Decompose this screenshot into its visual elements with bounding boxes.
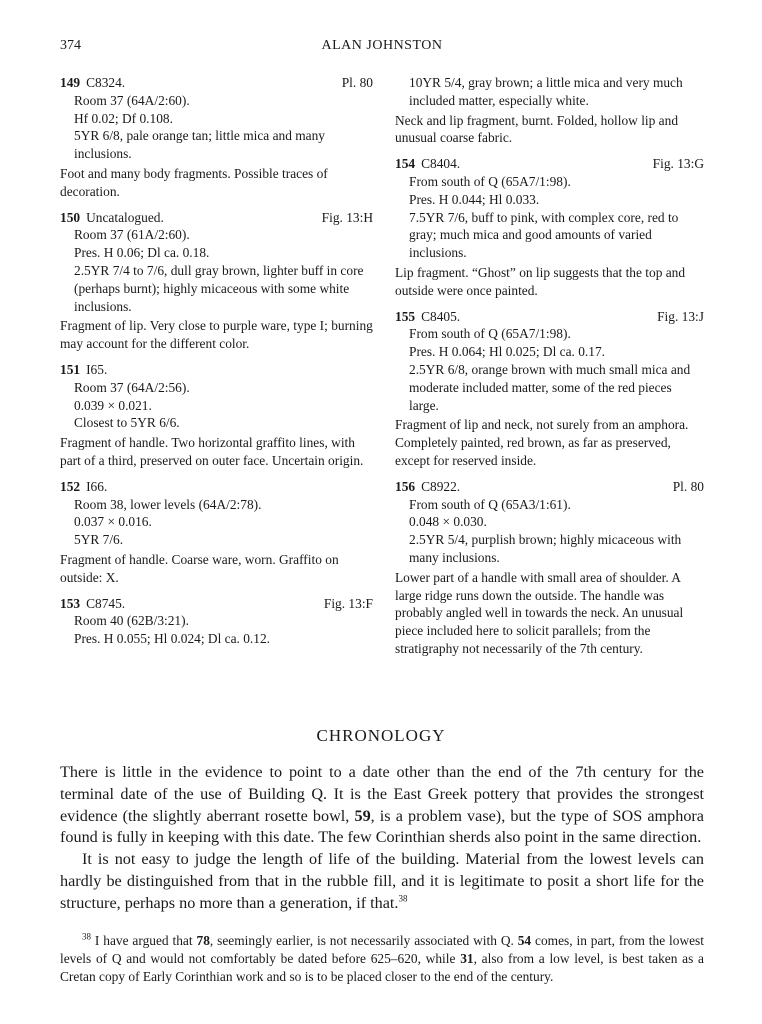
entry-detail: 10YR 5/4, gray brown; a little mica and very much included matter, especially white. — [409, 75, 683, 108]
entry-detail: Room 38, lower levels (64A/2:78). — [74, 496, 262, 512]
text-run: comes, in part, from the lowest levels of Q and would not comfortably be dated before 625–620, while — [60, 933, 704, 966]
catalogue-entry-155 — [395, 308, 704, 470]
body-text — [60, 762, 704, 915]
text-run: I have argued that — [91, 933, 197, 948]
entry-ref: Fig. 13:G — [652, 156, 704, 172]
entry-id: I66. — [86, 478, 108, 494]
vase-ref: 31 — [460, 950, 474, 966]
entry-ref: Fig. 13:J — [657, 308, 704, 324]
footnote-text — [60, 932, 704, 985]
entry-description: Fragment of lip. Very close to purple ware, type I; burning may account for the different color. — [60, 318, 373, 352]
vase-ref: 78 — [196, 933, 210, 948]
entry-description: Fragment of handle. Two horizontal graffito lines, with part of a third, preserved on outer face. Uncertain origin. — [60, 435, 364, 468]
footnote-marker: 38 — [82, 931, 91, 942]
entry-detail: Pres. H 0.06; Dl ca. 0.18. — [74, 245, 210, 261]
entry-id: C8324. — [86, 75, 126, 90]
entry-detail: 2.5YR 7/4 to 7/6, dull gray brown, lighter buff in core (perhaps burnt); highly micaceous with some white inclusions. — [74, 262, 364, 314]
entry-id: I65. — [86, 361, 108, 377]
entry-detail: Pres. H 0.044; Hl 0.033. — [409, 191, 540, 207]
entry-description: Lower part of a handle with small area of shoulder. A large ridge runs down the outside. The handle was probably angled well in towards the neck. An unusual piece included here to solicit parallels; from the stratigraphy not necessarily of the 7th century. — [395, 569, 684, 656]
entry-number: 152 — [60, 478, 81, 494]
entry-number: 154 — [395, 156, 416, 172]
catalogue-entry-152 — [60, 478, 373, 587]
entry-detail: 5YR 7/6. — [74, 532, 124, 548]
entry-ref: Fig. 13:H — [321, 209, 373, 225]
entry-number: 155 — [395, 308, 416, 324]
text-run: , seemingly earlier, is not necessarily associated with Q. — [209, 933, 518, 948]
right-column — [395, 74, 704, 658]
entry-detail: From south of Q (65A7/1:98). — [409, 326, 571, 342]
catalogue-entry-153 — [60, 595, 373, 648]
catalogue-entry-156 — [395, 478, 704, 658]
vase-ref: 54 — [517, 933, 532, 948]
entry-description: Fragment of handle. Coarse ware, worn. Graffito on outside: X. — [60, 551, 339, 585]
entry-id: C8405. — [421, 308, 461, 324]
entry-number: 150 — [60, 209, 81, 225]
entry-detail: 0.039 × 0.021. — [74, 397, 152, 413]
entry-detail: Room 37 (64A/2:56). — [74, 379, 190, 395]
entry-detail: 5YR 6/8, pale orange tan; little mica and many inclusions. — [74, 128, 326, 162]
entry-detail: From south of Q (65A7/1:98). — [409, 173, 571, 189]
text-run: It is not easy to judge the length of life of the building. Material from the lowest levels can hardly be distinguished from that in the rubble fill, and it is legitimate to posit a short life for the structure, perhaps no more than a generation, if that. — [60, 850, 704, 912]
page-number: 374 — [60, 38, 81, 53]
entry-detail: 7.5YR 7/6, buff to pink, with complex core, red to gray; much mica and good amounts of varied inclusions. — [409, 209, 679, 261]
page-header — [60, 38, 704, 58]
footnote — [60, 932, 704, 985]
entry-id: C8745. — [86, 595, 126, 611]
entry-detail: From south of Q (65A3/1:61). — [409, 496, 571, 512]
entry-description: Fragment of lip and neck, not surely from an amphora. Completely painted, red brown, as far as preserved, except for reserved inside. — [395, 417, 689, 468]
entry-id: Uncatalogued. — [86, 209, 164, 225]
entry-detail: Pres. H 0.055; Hl 0.024; Dl ca. 0.12. — [74, 631, 271, 647]
section-title: CHRONOLOGY — [316, 726, 446, 745]
catalogue-entry-153-continued — [395, 74, 704, 147]
entry-ref: Pl. 80 — [341, 75, 373, 90]
entry-ref: Fig. 13:F — [323, 595, 373, 611]
left-column — [60, 74, 373, 648]
paragraph — [60, 762, 704, 849]
entry-detail: 2.5YR 6/8, orange brown with much small mica and moderate included matter, some of the red pieces large. — [409, 361, 691, 413]
entry-detail: 2.5YR 5/4, purplish brown; highly micaceous with many inclusions. — [409, 532, 682, 565]
entry-description: Lip fragment. “Ghost” on lip suggests that the top and outside were once painted. — [395, 264, 686, 298]
entry-detail: Room 37 (61A/2:60). — [74, 227, 190, 243]
entry-description: Foot and many body fragments. Possible traces of decoration. — [60, 165, 328, 199]
entry-number: 151 — [60, 361, 81, 377]
entry-detail: Room 40 (62B/3:21). — [74, 613, 189, 629]
vase-ref: 59 — [354, 806, 371, 825]
entry-description: Neck and lip fragment, burnt. Folded, hollow lip and unusual coarse fabric. — [395, 112, 679, 146]
entry-detail: Closest to 5YR 6/6. — [74, 415, 180, 431]
entry-detail: 0.037 × 0.016. — [74, 514, 152, 530]
entry-detail: Pres. H 0.064; Hl 0.025; Dl ca. 0.17. — [409, 344, 606, 360]
entry-detail: 0.048 × 0.030. — [409, 514, 487, 530]
entry-ref: Pl. 80 — [672, 478, 704, 494]
entry-number: 153 — [60, 595, 81, 611]
footnote-ref[interactable]: 38 — [398, 893, 408, 904]
paragraph — [60, 849, 704, 914]
entry-id: C8922. — [421, 478, 461, 494]
text-run: There is little in the evidence to point to a date other than the end of the 7th century for the terminal date of the use of Building Q. It is the East Greek pottery that provides the strongest evidence (the slightly aberrant rosette bowl, — [60, 763, 704, 825]
catalogue-entry-151 — [60, 361, 373, 470]
entry-number: 156 — [395, 478, 416, 494]
catalogue-entry-150 — [60, 209, 373, 353]
entry-detail: Hf 0.02; Df 0.108. — [74, 110, 173, 126]
running-head: ALAN JOHNSTON — [321, 38, 443, 53]
catalogue-entry-154 — [395, 155, 704, 299]
entry-detail: Room 37 (64A/2:60). — [74, 92, 190, 108]
text-run: , also from a low level, is best taken as a Cretan copy of Early Corinthian work and so is to be placed closer to the end of the century. — [60, 950, 704, 984]
text-run: , is a problem vase), but the type of SOS amphora found is fully in keeping with this date. The few Corinthian sherds also point in the same direction. — [60, 806, 704, 847]
entry-id: C8404. — [421, 156, 461, 172]
catalogue-entry-149 — [60, 74, 373, 201]
entry-number: 149 — [60, 75, 81, 90]
